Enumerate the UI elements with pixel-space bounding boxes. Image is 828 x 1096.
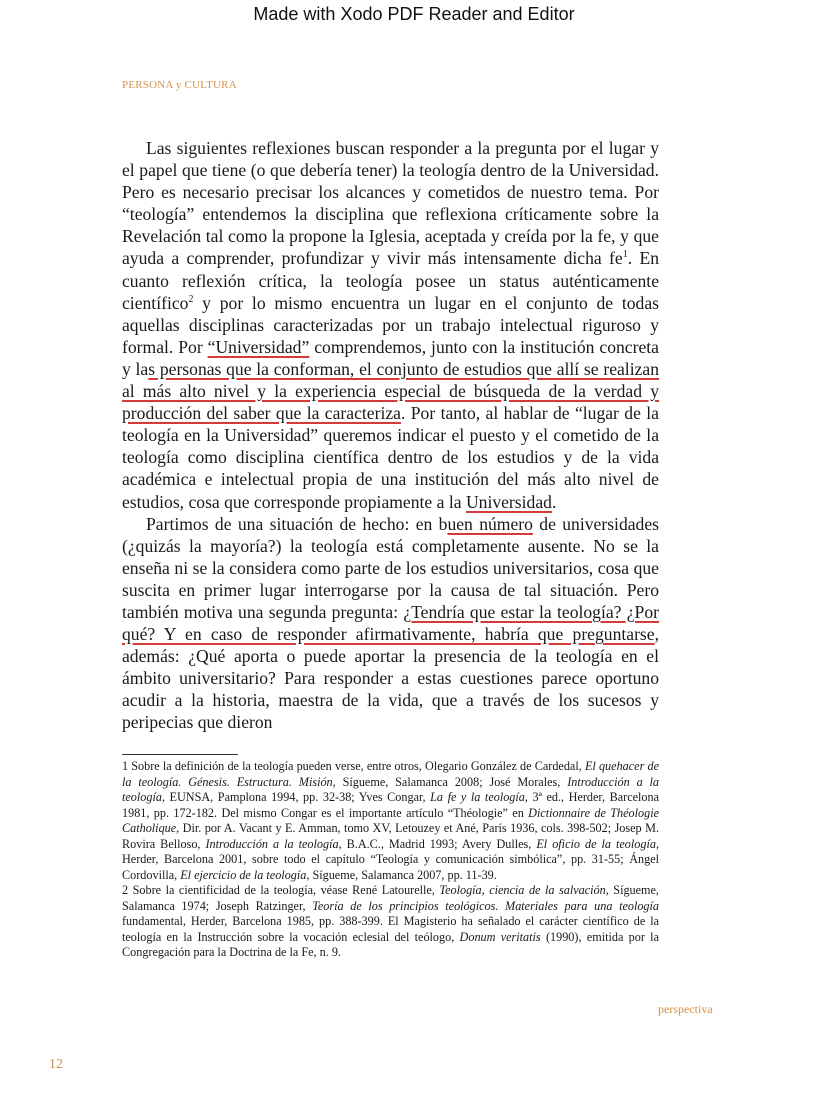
running-head: PERSONA y CULTURA — [122, 79, 237, 91]
footnote-2: 2 Sobre la cientificidad de la teología, véase René Latourelle, Teología, ciencia de la salvación, Sígueme, Salamanca 1974; Joseph Ratzinger, Teoría de los principios teológicos. Materiales para una teología fundamental, Herder, Barcelona 1985, pp. 388-399. El Magisterio ha señalado el carácter científico de la teología en la Instrucción sobre la vocación eclesial del teólogo, Donum veritatis (1990), emitida por la Congregación para la Doctrina de la Fe, n. 9. — [122, 883, 660, 959]
main-text — [122, 137, 659, 734]
footnote-ref-2[interactable]: 2 — [188, 293, 194, 305]
footnote-1: 1 Sobre la definición de la teología pueden verse, entre otros, Olegario González de Cardedal, El quehacer de la teología. Génesis. Estructura. Misión, Sígueme, Salamanca 2008; José Morales, Introducción a la teología, EUNSA, Pamplona 1994, pp. 32-38; Yves Congar, La fe y la teología, 3ª ed., Herder, Barcelona 1981, pp. 172-182. Del mismo Congar es el importante artículo “Théologie” en Dictionnaire de Théologie Catholique, Dir. por A. Vacant y E. Amman, tomo XV, Letouzey et Ané, París 1936, cols. 398-502; Josep M. Rovira Belloso, Introducción a la teología, B.A.C., Madrid 1993; Avery Dulles, El oficio de la teología, Herder, Barcelona 2001, sobre todo el capítulo “Teología y comunicación simbólica”, pp. 31-55; Ángel Cordovilla, El ejercicio de la teología, Sígueme, Salamanca 2007, pp. 11-39. — [122, 759, 660, 882]
highlight-universidad-end: Universidad — [465, 491, 552, 512]
footnote-divider — [122, 754, 238, 755]
section-label: perspectiva — [658, 1002, 713, 1016]
paragraph-1: Las siguientes reflexiones buscan responder a la pregunta por el lugar y el papel que tiene (o que debería tener) la teología dentro de la Universidad. Pero es necesario precisar los alcances y cometidos de nuestro tema. Por “teología” entendemos la disciplina que reflexiona críticamente sobre la Revelación tal como la propone la Iglesia, aceptada y creída por la fe, y que ayuda a comprender, profundizar y vivir más intensamente dicha $fe^1$. En cuanto reflexión crítica, la teología posee un status auténticamente científico$^2$ y por lo mismo encuentra un lugar en el conjunto de todas aquellas disciplinas caracterizadas por un trabajo intelectual riguroso y formal. Por “Universidad” comprendemos, junto con la institución concreta y las personas que la conforman, el conjunto de estudios que allí se realizan al más alto nivel y la experiencia especial de búsqueda de la verdad y producción del saber que la caracteriza. Por tanto, al hablar de “lugar de la teología en la Universidad” queremos indicar el puesto y el cometido de la teología como disciplina científica dentro de los estudios y de la vida académica e intelectual propia de una institución del más alto nivel de estudios, cosa que corresponde propiamente a la Universidad. — [122, 138, 659, 512]
paragraph-2: Partimos de una situación de hecho: en buen número de universidades (¿quizás la mayoría?) la teología está completamente ausente. No se la enseña ni se la considera como parte de los estudios universitarios, cosa que suscita en primer lugar interrogarse por la causa de tal situación. Pero también motiva una segunda pregunta: ¿Tendría que estar la teología? ¿Por qué? Y en caso de responder afirmativamente, habría que preguntarse, además: ¿Qué aporta o puede aportar la presencia de la teología en el ámbito universitario? Para responder a estas cuestiones parece oportuno acudir a la historia, maestra de la vida, que a través de los sucesos y peripecias que dieron — [122, 513, 660, 733]
watermark-banner: Made with Xodo PDF Reader and Editor — [253, 4, 575, 24]
highlight-question: ¿Tendría que estar la teología? ¿Por qué? Y en caso de responder afirmativamente, habría que preguntarse — [122, 601, 660, 645]
highlight-buen-numero: uen número — [447, 513, 533, 534]
highlight-definition: s personas que la conforman, el conjunto de estudios que allí se realizan al más alto nivel y la experiencia especial de búsqueda de la verdad y producción del saber que la caracteriza — [122, 358, 659, 424]
footnote-ref-1[interactable]: 1 — [622, 249, 628, 261]
page-number: 12 — [49, 1057, 63, 1072]
highlight-universidad: “Universidad” — [207, 336, 310, 357]
footnotes — [122, 759, 659, 961]
